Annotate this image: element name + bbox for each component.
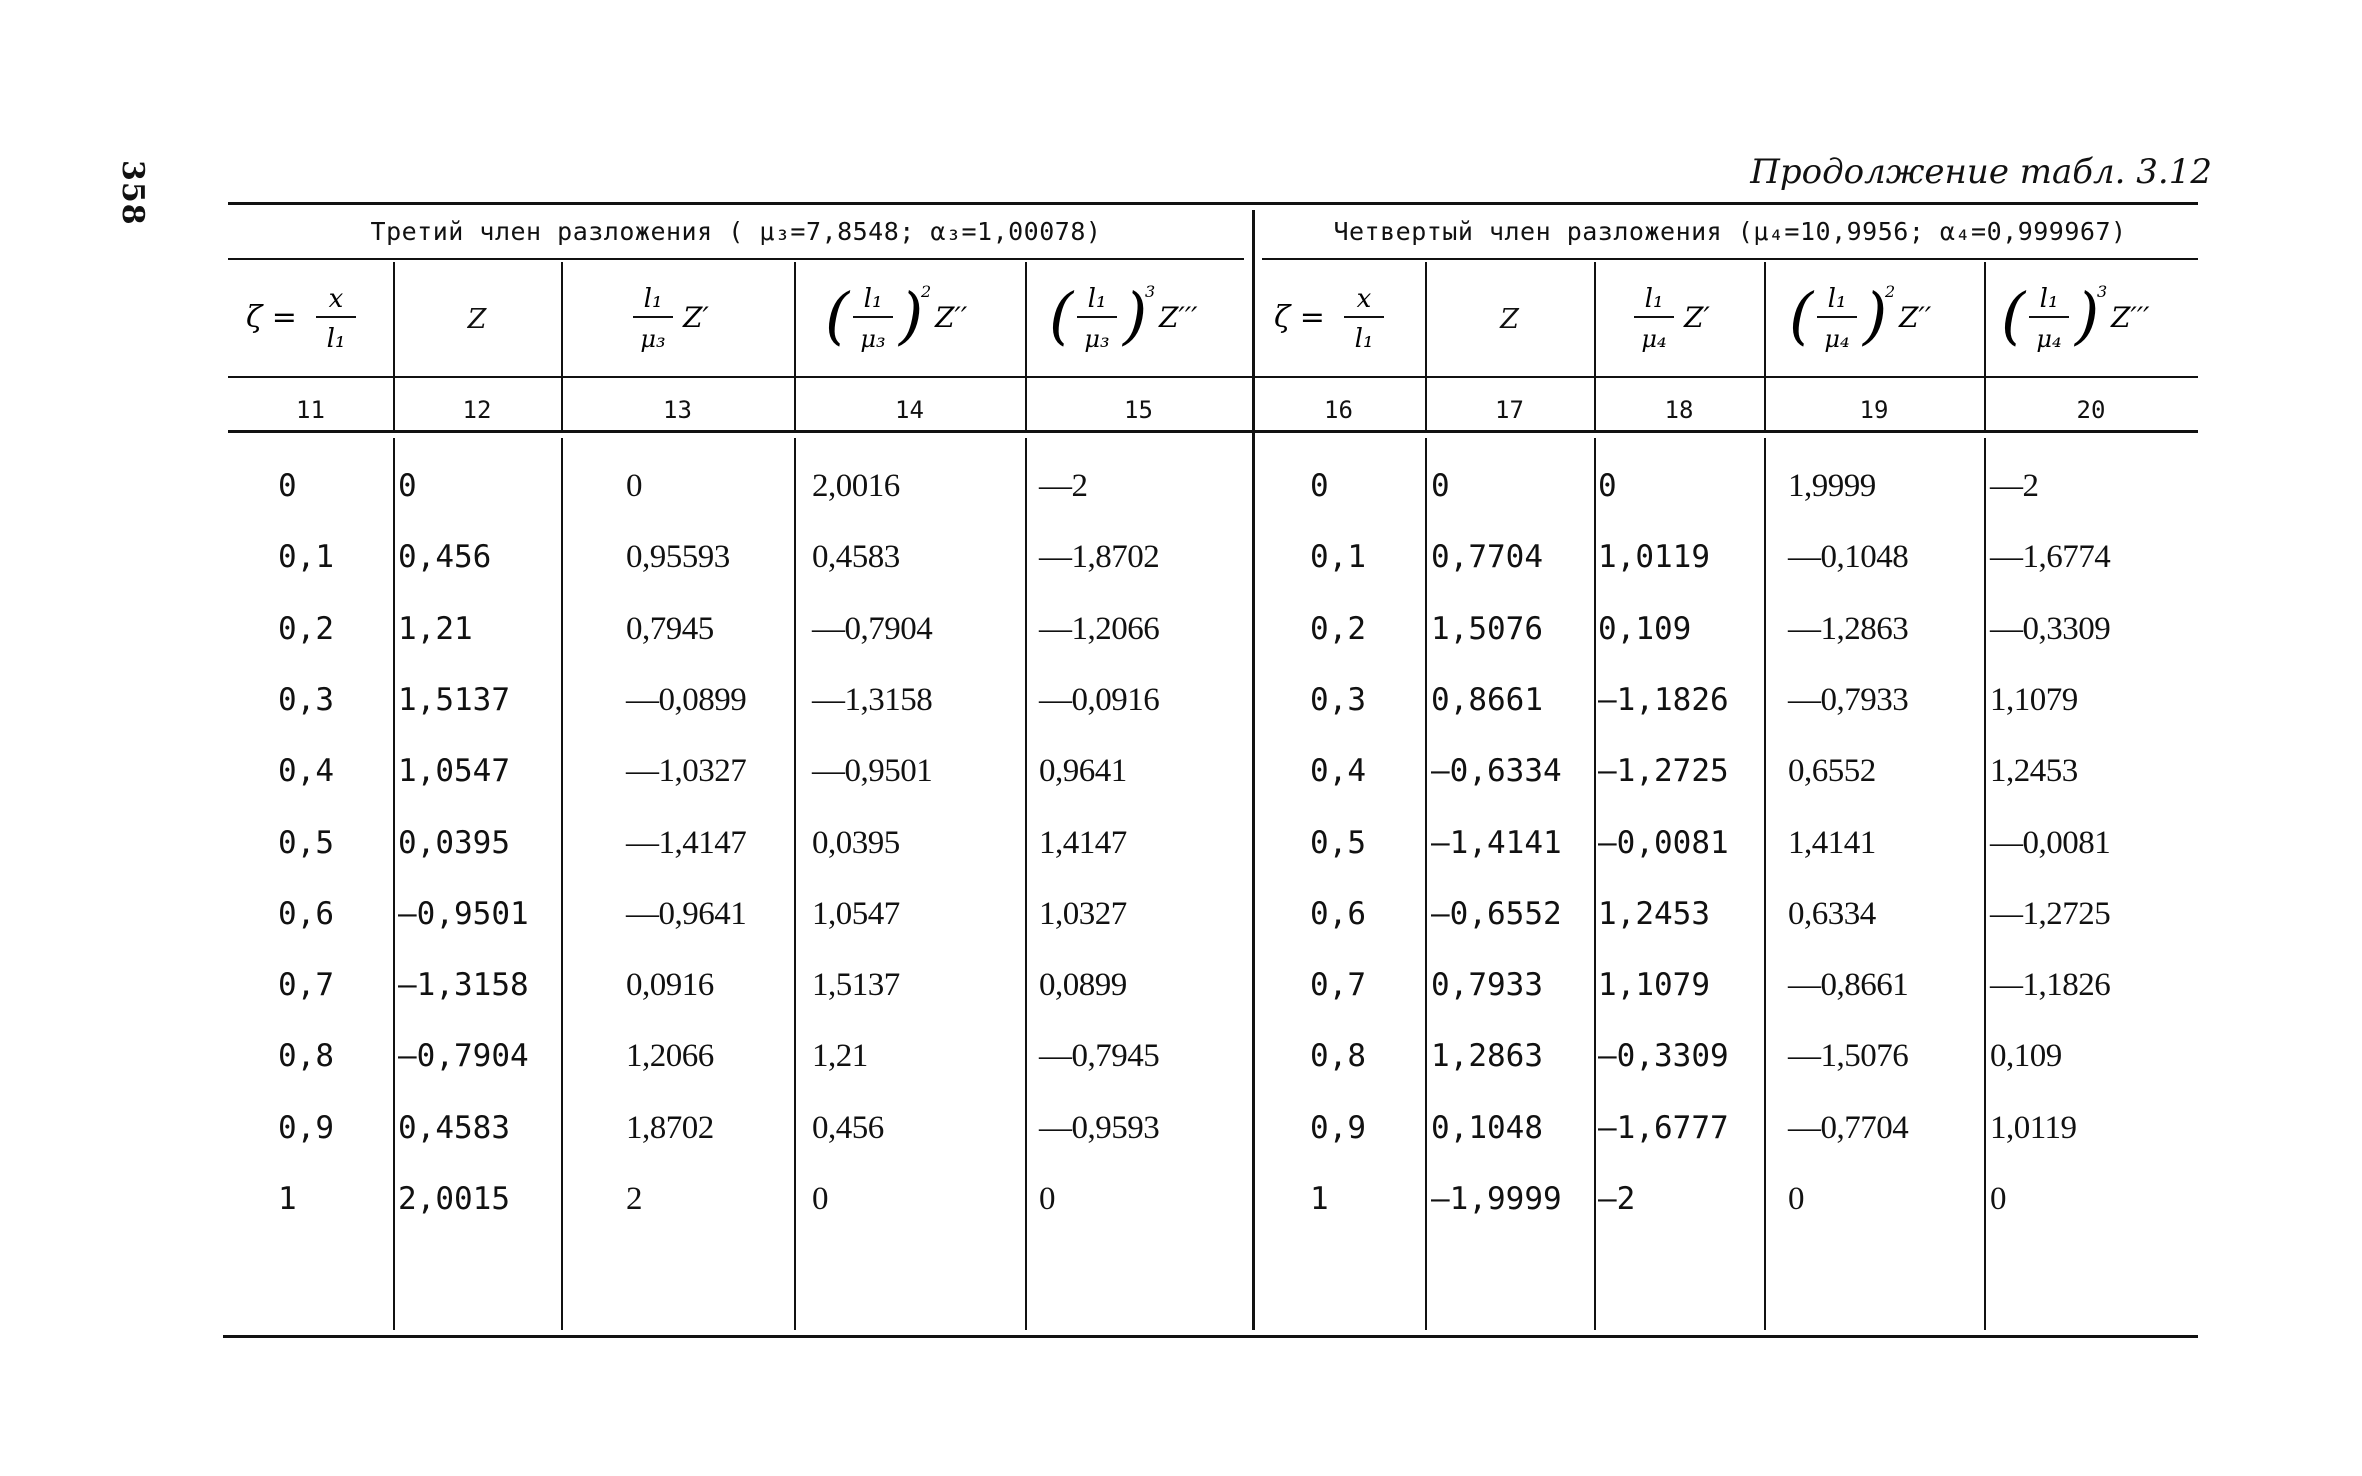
col-divider: [393, 438, 395, 1330]
table-cell-zeta-cell: 0,5: [1310, 825, 1366, 861]
table-cell-Ztripleprime-cell: 1,1079: [1990, 682, 2078, 718]
header-Zprime: [561, 264, 794, 374]
table-cell-Zprime-cell: —1,6777: [1598, 1110, 1729, 1146]
Zdoubleprime-symbol: Z′′: [934, 301, 967, 334]
column-number: 19: [1859, 396, 1889, 424]
table-cell-Z-cell: 0: [1431, 468, 1450, 504]
table-cell-Zdoubleprime-cell: —0,9501: [812, 753, 933, 789]
table-cell-Zdoubleprime-cell: —1,3158: [812, 682, 933, 718]
table-cell-Ztripleprime-cell: 0,109: [1990, 1038, 2062, 1074]
table-cell-Ztripleprime-cell: —0,9593: [1039, 1110, 1160, 1146]
fraction-denominator: l₁: [326, 324, 345, 354]
fraction-denominator: μ₄: [2036, 325, 2062, 353]
table-cell-Ztripleprime-cell: 0: [1039, 1181, 1055, 1217]
table-cell-Ztripleprime-cell: —0,0081: [1990, 825, 2111, 861]
table-cell-Z-cell: —0,6552: [1431, 896, 1562, 932]
page-number: 358: [115, 160, 150, 226]
table-cell-Z-cell: —0,7904: [398, 1038, 529, 1074]
Zdoubleprime-formula: [825, 279, 995, 359]
table-cell-zeta-cell: 0,7: [1310, 967, 1366, 1003]
table-cell-zeta-cell: 0,6: [278, 896, 334, 932]
table-cell-Zdoubleprime-cell: 0: [812, 1181, 828, 1217]
table-cell-Z-cell: 0,4583: [398, 1110, 510, 1146]
fraction-denominator: μ₃: [1083, 325, 1110, 353]
table-cell-Ztripleprime-cell: —0,7945: [1039, 1038, 1160, 1074]
table-cell-zeta-cell: 0,1: [278, 539, 334, 575]
table-cell-Zprime-cell: —1,2725: [1598, 753, 1729, 789]
table-cell-Zprime-cell: —0,0081: [1598, 825, 1729, 861]
table-cell-Zdoubleprime-cell: 2,0016: [812, 468, 900, 504]
table-cell-Zdoubleprime-cell: —0,7933: [1788, 682, 1909, 718]
Zprime-formula: [1624, 279, 1734, 359]
table-cell-Zprime-cell: 1,1079: [1598, 967, 1710, 1003]
header-Ztripleprime: [1984, 264, 2198, 374]
fraction-denominator: l₁: [1354, 324, 1373, 354]
table-cell-Z-cell: 1,2863: [1431, 1038, 1543, 1074]
table-cell-zeta-cell: 0,8: [1310, 1038, 1366, 1074]
table-cell-Zprime-cell: 0,0916: [626, 967, 714, 1003]
table-cell-Zdoubleprime-cell: 0,6334: [1788, 896, 1876, 932]
group-divider: [1252, 210, 1255, 1330]
table-cell-Ztripleprime-cell: 0,0899: [1039, 967, 1127, 1003]
table-cell-Z-cell: 0,7704: [1431, 539, 1543, 575]
table-cell-Ztripleprime-cell: —2: [1039, 468, 1088, 504]
table-cell-zeta-cell: 0: [1310, 468, 1329, 504]
zeta-symbol: ζ =: [1273, 300, 1325, 335]
column-number: 13: [663, 396, 692, 424]
table-cell-Z-cell: 0: [398, 468, 417, 504]
exponent: 3: [1144, 282, 1155, 301]
table-cell-Zdoubleprime-cell: —0,8661: [1788, 967, 1909, 1003]
fraction-numerator: l₁: [1644, 284, 1664, 314]
colnum-rule: [228, 430, 2198, 433]
table-cell-Zdoubleprime-cell: —1,5076: [1788, 1038, 1909, 1074]
group-title-third-term: Третий член разложения ( μ₃=7,8548; α₃=1,00078): [370, 217, 1102, 246]
right-paren: ): [1863, 279, 1888, 352]
table-cell-zeta-cell: 0,5: [278, 825, 334, 861]
table-cell-Ztripleprime-cell: —1,1826: [1990, 967, 2111, 1003]
Zprime-symbol: Z′: [1684, 301, 1710, 334]
table-cell-Zprime-cell: 0,95593: [626, 539, 730, 575]
table-cell-Zprime-cell: —0,0899: [626, 682, 747, 718]
table-cell-Zdoubleprime-cell: 0,456: [812, 1110, 884, 1146]
fraction-numerator: l₁: [2039, 284, 2059, 314]
column-number: 20: [2076, 396, 2106, 424]
Zprime-symbol: Z′: [682, 301, 709, 334]
table-cell-Ztripleprime-cell: 1,4147: [1039, 825, 1127, 861]
left-paren: (: [2001, 279, 2026, 352]
table-cell-Zdoubleprime-cell: —0,1048: [1788, 539, 1909, 575]
table-cell-Zprime-cell: —2: [1598, 1181, 1636, 1217]
table-cell-Ztripleprime-cell: 0,9641: [1039, 753, 1127, 789]
col-divider: [561, 438, 563, 1330]
table-cell-Z-cell: —1,9999: [1431, 1181, 1562, 1217]
Z-label: Z: [467, 303, 487, 335]
table-cell-Z-cell: 1,0547: [398, 753, 510, 789]
table-caption: Продолжение табл. 3.12: [1750, 152, 2212, 192]
table-cell-Ztripleprime-cell: 1,2453: [1990, 753, 2078, 789]
fraction-numerator: l₁: [643, 284, 662, 314]
table-cell-Zprime-cell: 1,2453: [1598, 896, 1710, 932]
group-title-rule-left: [228, 258, 1244, 260]
fraction-denominator: μ₄: [1641, 325, 1667, 353]
header-Zdoubleprime: [1764, 264, 1984, 374]
column-number: 14: [895, 396, 924, 424]
table-cell-zeta-cell: 0: [278, 468, 297, 504]
right-paren: ): [1122, 279, 1147, 352]
table-cell-zeta-cell: 0,4: [1310, 753, 1366, 789]
table-cell-Z-cell: 0,7933: [1431, 967, 1543, 1003]
table-cell-Zprime-cell: 2: [626, 1181, 642, 1217]
table-cell-Z-cell: 1,5076: [1431, 611, 1543, 647]
table-cell-Zprime-cell: 1,0119: [1598, 539, 1710, 575]
right-paren: ): [898, 279, 923, 352]
header-Z: [1425, 264, 1594, 374]
fraction-numerator: l₁: [1827, 284, 1847, 314]
table-cell-Z-cell: 1,5137: [398, 682, 510, 718]
table-cell-zeta-cell: 0,3: [1310, 682, 1366, 718]
table-cell-Zprime-cell: 0: [1598, 468, 1617, 504]
Zdoubleprime-symbol: Z′′: [1899, 301, 1932, 334]
table-cell-Zdoubleprime-cell: 1,9999: [1788, 468, 1876, 504]
table-cell-zeta-cell: 0,8: [278, 1038, 334, 1074]
table-cell-zeta-cell: 0,7: [278, 967, 334, 1003]
table-cell-Z-cell: —0,9501: [398, 896, 529, 932]
col-divider: [1594, 438, 1596, 1330]
table-cell-Zprime-cell: —1,4147: [626, 825, 747, 861]
table-cell-Zdoubleprime-cell: 1,21: [812, 1038, 868, 1074]
zeta-symbol: ζ =: [245, 300, 297, 335]
table-cell-zeta-cell: 0,4: [278, 753, 334, 789]
table-cell-Ztripleprime-cell: —0,0916: [1039, 682, 1160, 718]
table-cell-Z-cell: 0,456: [398, 539, 492, 575]
column-number: 17: [1495, 396, 1524, 424]
header-zeta: [228, 264, 393, 374]
table-cell-Zprime-cell: 0,7945: [626, 611, 714, 647]
right-paren: ): [2075, 279, 2100, 352]
table-cell-Zprime-cell: 1,8702: [626, 1110, 714, 1146]
Z-label: Z: [1500, 303, 1519, 335]
table-cell-Ztripleprime-cell: 1,0327: [1039, 896, 1127, 932]
exponent: 2: [1885, 282, 1896, 301]
table-cell-zeta-cell: 0,2: [1310, 611, 1366, 647]
table-cell-Ztripleprime-cell: —1,2066: [1039, 611, 1160, 647]
data-table: [228, 202, 2198, 1337]
zeta-formula: [246, 279, 376, 359]
exponent: 3: [2097, 282, 2108, 301]
table-cell-Zprime-cell: —1,1826: [1598, 682, 1729, 718]
table-cell-Ztripleprime-cell: 1,0119: [1990, 1110, 2077, 1146]
col-divider: [794, 438, 796, 1330]
exponent: 2: [920, 282, 931, 301]
table-cell-zeta-cell: 0,3: [278, 682, 334, 718]
table-cell-Zprime-cell: 0: [626, 468, 642, 504]
column-number: 11: [296, 396, 325, 424]
fraction-denominator: μ₃: [859, 325, 886, 353]
header-Z: [393, 264, 561, 374]
table-cell-Ztripleprime-cell: —1,6774: [1990, 539, 2111, 575]
table-cell-Zdoubleprime-cell: 0,0395: [812, 825, 900, 861]
table-cell-Zdoubleprime-cell: —1,2863: [1788, 611, 1909, 647]
Ztripleprime-symbol: Z′′′: [2111, 301, 2150, 334]
col-divider: [1425, 438, 1427, 1330]
table-cell-Z-cell: 1,21: [398, 611, 473, 647]
table-cell-Zprime-cell: 0,109: [1598, 611, 1692, 647]
header-zeta: [1252, 264, 1425, 374]
table-cell-Zdoubleprime-cell: 1,4141: [1788, 825, 1876, 861]
table-cell-Zdoubleprime-cell: —0,7704: [1788, 1110, 1909, 1146]
left-paren: (: [1048, 279, 1073, 352]
group-title-fourth-term: Четвертый член разложения (μ₄=10,9956; α₄=0,999967): [1333, 217, 2127, 246]
group-title-rule-right: [1262, 258, 2198, 260]
column-number: 18: [1664, 396, 1694, 424]
table-cell-Zdoubleprime-cell: 1,0547: [812, 896, 900, 932]
table-cell-zeta-cell: 1: [278, 1181, 297, 1217]
zeta-formula: [1274, 279, 1404, 359]
Ztripleprime-formula: [2001, 279, 2181, 359]
table-cell-zeta-cell: 0,9: [278, 1110, 334, 1146]
table-cell-Ztripleprime-cell: —1,8702: [1039, 539, 1160, 575]
Zdoubleprime-formula: [1789, 279, 1959, 359]
table-cell-Zdoubleprime-cell: 0,6552: [1788, 753, 1876, 789]
table-cell-zeta-cell: 0,9: [1310, 1110, 1366, 1146]
Ztripleprime-symbol: Z′′′: [1158, 301, 1198, 334]
table-cell-Z-cell: 2,0015: [398, 1181, 510, 1217]
table-cell-Z-cell: 0,1048: [1431, 1110, 1543, 1146]
table-cell-Z-cell: —1,3158: [398, 967, 529, 1003]
table-cell-Ztripleprime-cell: —2: [1990, 468, 2039, 504]
table-cell-Zdoubleprime-cell: 0,4583: [812, 539, 900, 575]
table-cell-Ztripleprime-cell: 0: [1990, 1181, 2006, 1217]
header-Zdoubleprime: [794, 264, 1025, 374]
table-cell-Z-cell: 0,8661: [1431, 682, 1543, 718]
table-cell-Zdoubleprime-cell: 1,5137: [812, 967, 900, 1003]
table-cell-zeta-cell: 1: [1310, 1181, 1329, 1217]
Ztripleprime-formula: [1049, 279, 1229, 359]
table-cell-Z-cell: —1,4141: [1431, 825, 1562, 861]
fraction-numerator: x: [328, 284, 343, 314]
left-paren: (: [824, 279, 849, 352]
table-cell-Zprime-cell: —0,9641: [626, 896, 747, 932]
fraction-numerator: l₁: [1087, 284, 1106, 314]
table-cell-Zdoubleprime-cell: 0: [1788, 1181, 1804, 1217]
fraction-denominator: μ₃: [639, 325, 666, 353]
col-divider: [1764, 438, 1766, 1330]
column-number: 12: [462, 396, 492, 424]
table-cell-Zprime-cell: 1,2066: [626, 1038, 714, 1074]
fraction-numerator: l₁: [863, 284, 882, 314]
table-bottom-rule: [223, 1335, 2198, 1338]
table-cell-Ztripleprime-cell: —1,2725: [1990, 896, 2111, 932]
table-cell-Z-cell: —0,6334: [1431, 753, 1562, 789]
left-paren: (: [1789, 279, 1814, 352]
column-number: 15: [1124, 396, 1153, 424]
table-cell-Ztripleprime-cell: —0,3309: [1990, 611, 2111, 647]
table-cell-zeta-cell: 0,2: [278, 611, 334, 647]
header-Ztripleprime: [1025, 264, 1252, 374]
table-cell-Z-cell: 0,0395: [398, 825, 510, 861]
table-cell-zeta-cell: 0,1: [1310, 539, 1366, 575]
header-underline-rule: [228, 376, 2198, 378]
table-cell-Zdoubleprime-cell: —0,7904: [812, 611, 933, 647]
fraction-denominator: μ₄: [1824, 325, 1850, 353]
Zprime-formula: [623, 279, 733, 359]
header-Zprime: [1594, 264, 1764, 374]
fraction-numerator: x: [1356, 284, 1371, 314]
col-divider: [1025, 438, 1027, 1330]
col-divider: [1984, 438, 1986, 1330]
table-cell-Zprime-cell: —0,3309: [1598, 1038, 1729, 1074]
table-top-rule: [228, 202, 2198, 205]
table-cell-zeta-cell: 0,6: [1310, 896, 1366, 932]
column-number: 16: [1324, 396, 1353, 424]
table-cell-Zprime-cell: —1,0327: [626, 753, 747, 789]
